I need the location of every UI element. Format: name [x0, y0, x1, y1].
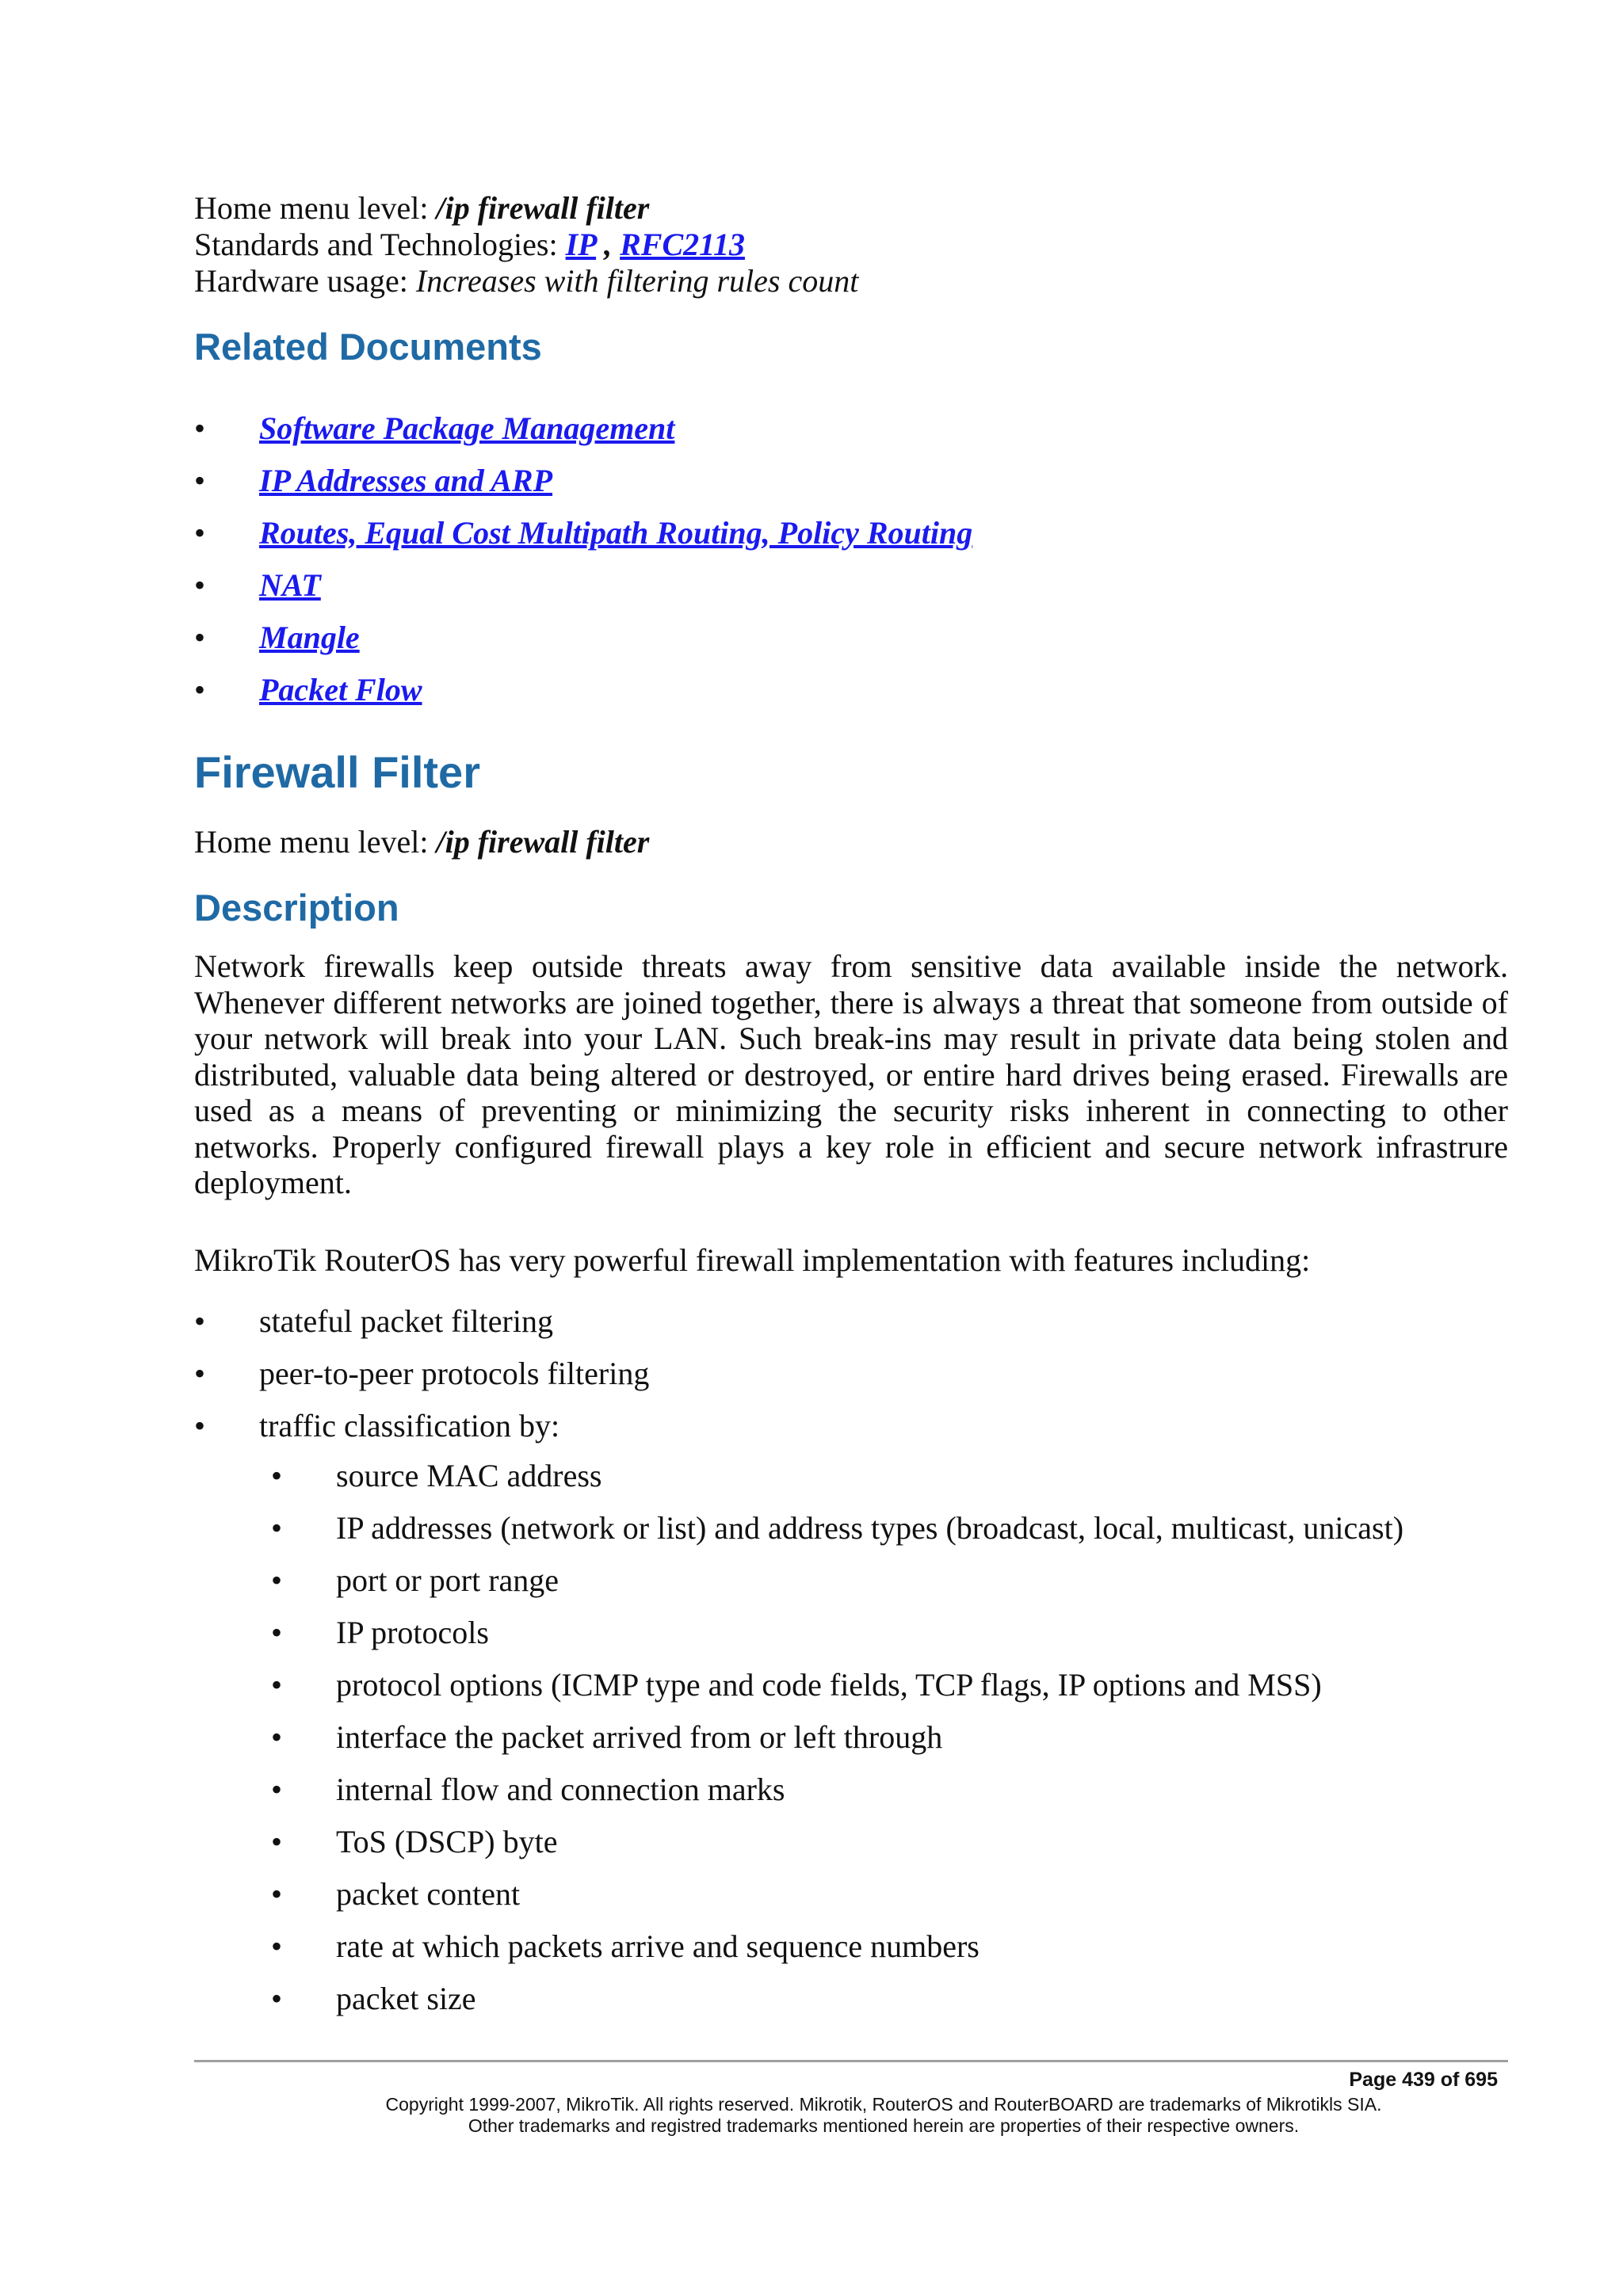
firewall-home-menu-value: /ip firewall filter	[436, 824, 650, 860]
feature-item: stateful packet filtering	[259, 1303, 553, 1339]
classification-item: packet content	[336, 1876, 521, 1912]
hardware-usage-line	[194, 263, 858, 299]
classification-item: IP protocols	[336, 1615, 489, 1650]
features-intro: MikroTik RouterOS has very powerful firewall implementation with features including:	[194, 1242, 1311, 1278]
footer-divider	[194, 2060, 1508, 2062]
feature-item: peer-to-peer protocols filtering	[259, 1356, 650, 1391]
description-heading: Description	[194, 887, 399, 929]
copyright-line-2: Other trademarks and registred trademarks mentioned herein are properties of their respective owners.	[468, 2115, 1300, 2136]
bullet-icon: •	[271, 1824, 283, 1859]
bullet-icon: •	[194, 463, 206, 498]
bullet-icon: •	[271, 1719, 283, 1755]
bullet-icon: •	[271, 1928, 283, 1964]
bullet-icon: •	[194, 1356, 206, 1391]
classification-item: IP addresses (network or list) and address types (broadcast, local, multicast, unicast)	[336, 1510, 1404, 1546]
firewall-home-menu-line	[194, 824, 649, 860]
classification-item: protocol options (ICMP type and code fields, TCP flags, IP options and MSS)	[336, 1667, 1322, 1703]
bullet-icon: •	[271, 1510, 283, 1546]
hardware-value: Increases with filtering rules count	[415, 263, 859, 299]
standards-separator: ,	[596, 227, 621, 262]
classification-item: rate at which packets arrive and sequence numbers	[336, 1928, 980, 1964]
bullet-icon: •	[271, 1876, 283, 1912]
bullet-icon: •	[271, 1458, 283, 1493]
firewall-filter-heading: Firewall Filter	[194, 747, 480, 797]
feature-item: traffic classification by:	[259, 1408, 560, 1444]
copyright-line-1: Copyright 1999-2007, MikroTik. All rights reserved. Mikrotik, RouterOS and RouterBOARD are trademarks of Mikrotikls SIA.	[385, 2094, 1382, 2115]
bullet-icon: •	[194, 567, 206, 603]
bullet-icon: •	[194, 620, 206, 655]
bullet-icon: •	[194, 515, 206, 551]
page-number: Page 439 of 695	[1349, 2069, 1498, 2091]
hardware-label: Hardware usage:	[194, 263, 416, 299]
home-menu-label: Home menu level:	[194, 190, 437, 226]
classification-item: packet size	[336, 1981, 476, 2016]
bullet-icon: •	[271, 1615, 283, 1650]
bullet-icon: •	[194, 1408, 206, 1444]
description-paragraph: Network firewalls keep outside threats away from sensitive data available inside the network. Whenever different networks are joined together, there is always a threat that someone from outside of your network will break into your LAN. Such break-ins may result in private data being stolen and distributed, valuable data being altered or destroyed, or entire hard drives being erased. Firewalls are used as a means of preventing or minimizing the security risks inherent in connecting to other networks. Properly configured firewall plays a key role in efficient and secure network infrastrure deployment.	[194, 948, 1508, 1200]
bullet-icon: •	[271, 1981, 283, 2016]
classification-item: interface the packet arrived from or left through	[336, 1719, 943, 1755]
classification-item: internal flow and connection marks	[336, 1772, 785, 1807]
standards-line	[194, 227, 745, 263]
bullet-icon: •	[194, 1303, 206, 1339]
standards-link-rfc[interactable]: RFC2113	[620, 227, 745, 262]
standards-link-ip[interactable]: IP	[565, 227, 597, 262]
related-link-nat[interactable]: NAT	[259, 567, 321, 603]
related-link-software-package[interactable]: Software Package Management	[259, 410, 675, 446]
classification-item: port or port range	[336, 1562, 559, 1598]
related-link-routes[interactable]: Routes, Equal Cost Multipath Routing, Policy Routing	[259, 515, 973, 551]
bullet-icon: •	[271, 1772, 283, 1807]
bullet-icon: •	[194, 410, 206, 446]
home-menu-level-line	[194, 190, 649, 227]
bullet-icon: •	[194, 672, 206, 707]
bullet-icon: •	[271, 1562, 283, 1598]
related-link-ip-addresses[interactable]: IP Addresses and ARP	[259, 463, 553, 498]
standards-label: Standards and Technologies:	[194, 227, 566, 262]
bullet-icon: •	[271, 1667, 283, 1703]
firewall-home-menu-label: Home menu level:	[194, 824, 437, 860]
related-link-mangle[interactable]: Mangle	[259, 620, 360, 655]
home-menu-value: /ip firewall filter	[436, 190, 650, 226]
related-link-packet-flow[interactable]: Packet Flow	[259, 672, 422, 707]
related-documents-heading: Related Documents	[194, 326, 542, 368]
classification-item: source MAC address	[336, 1458, 602, 1493]
classification-item: ToS (DSCP) byte	[336, 1824, 558, 1859]
